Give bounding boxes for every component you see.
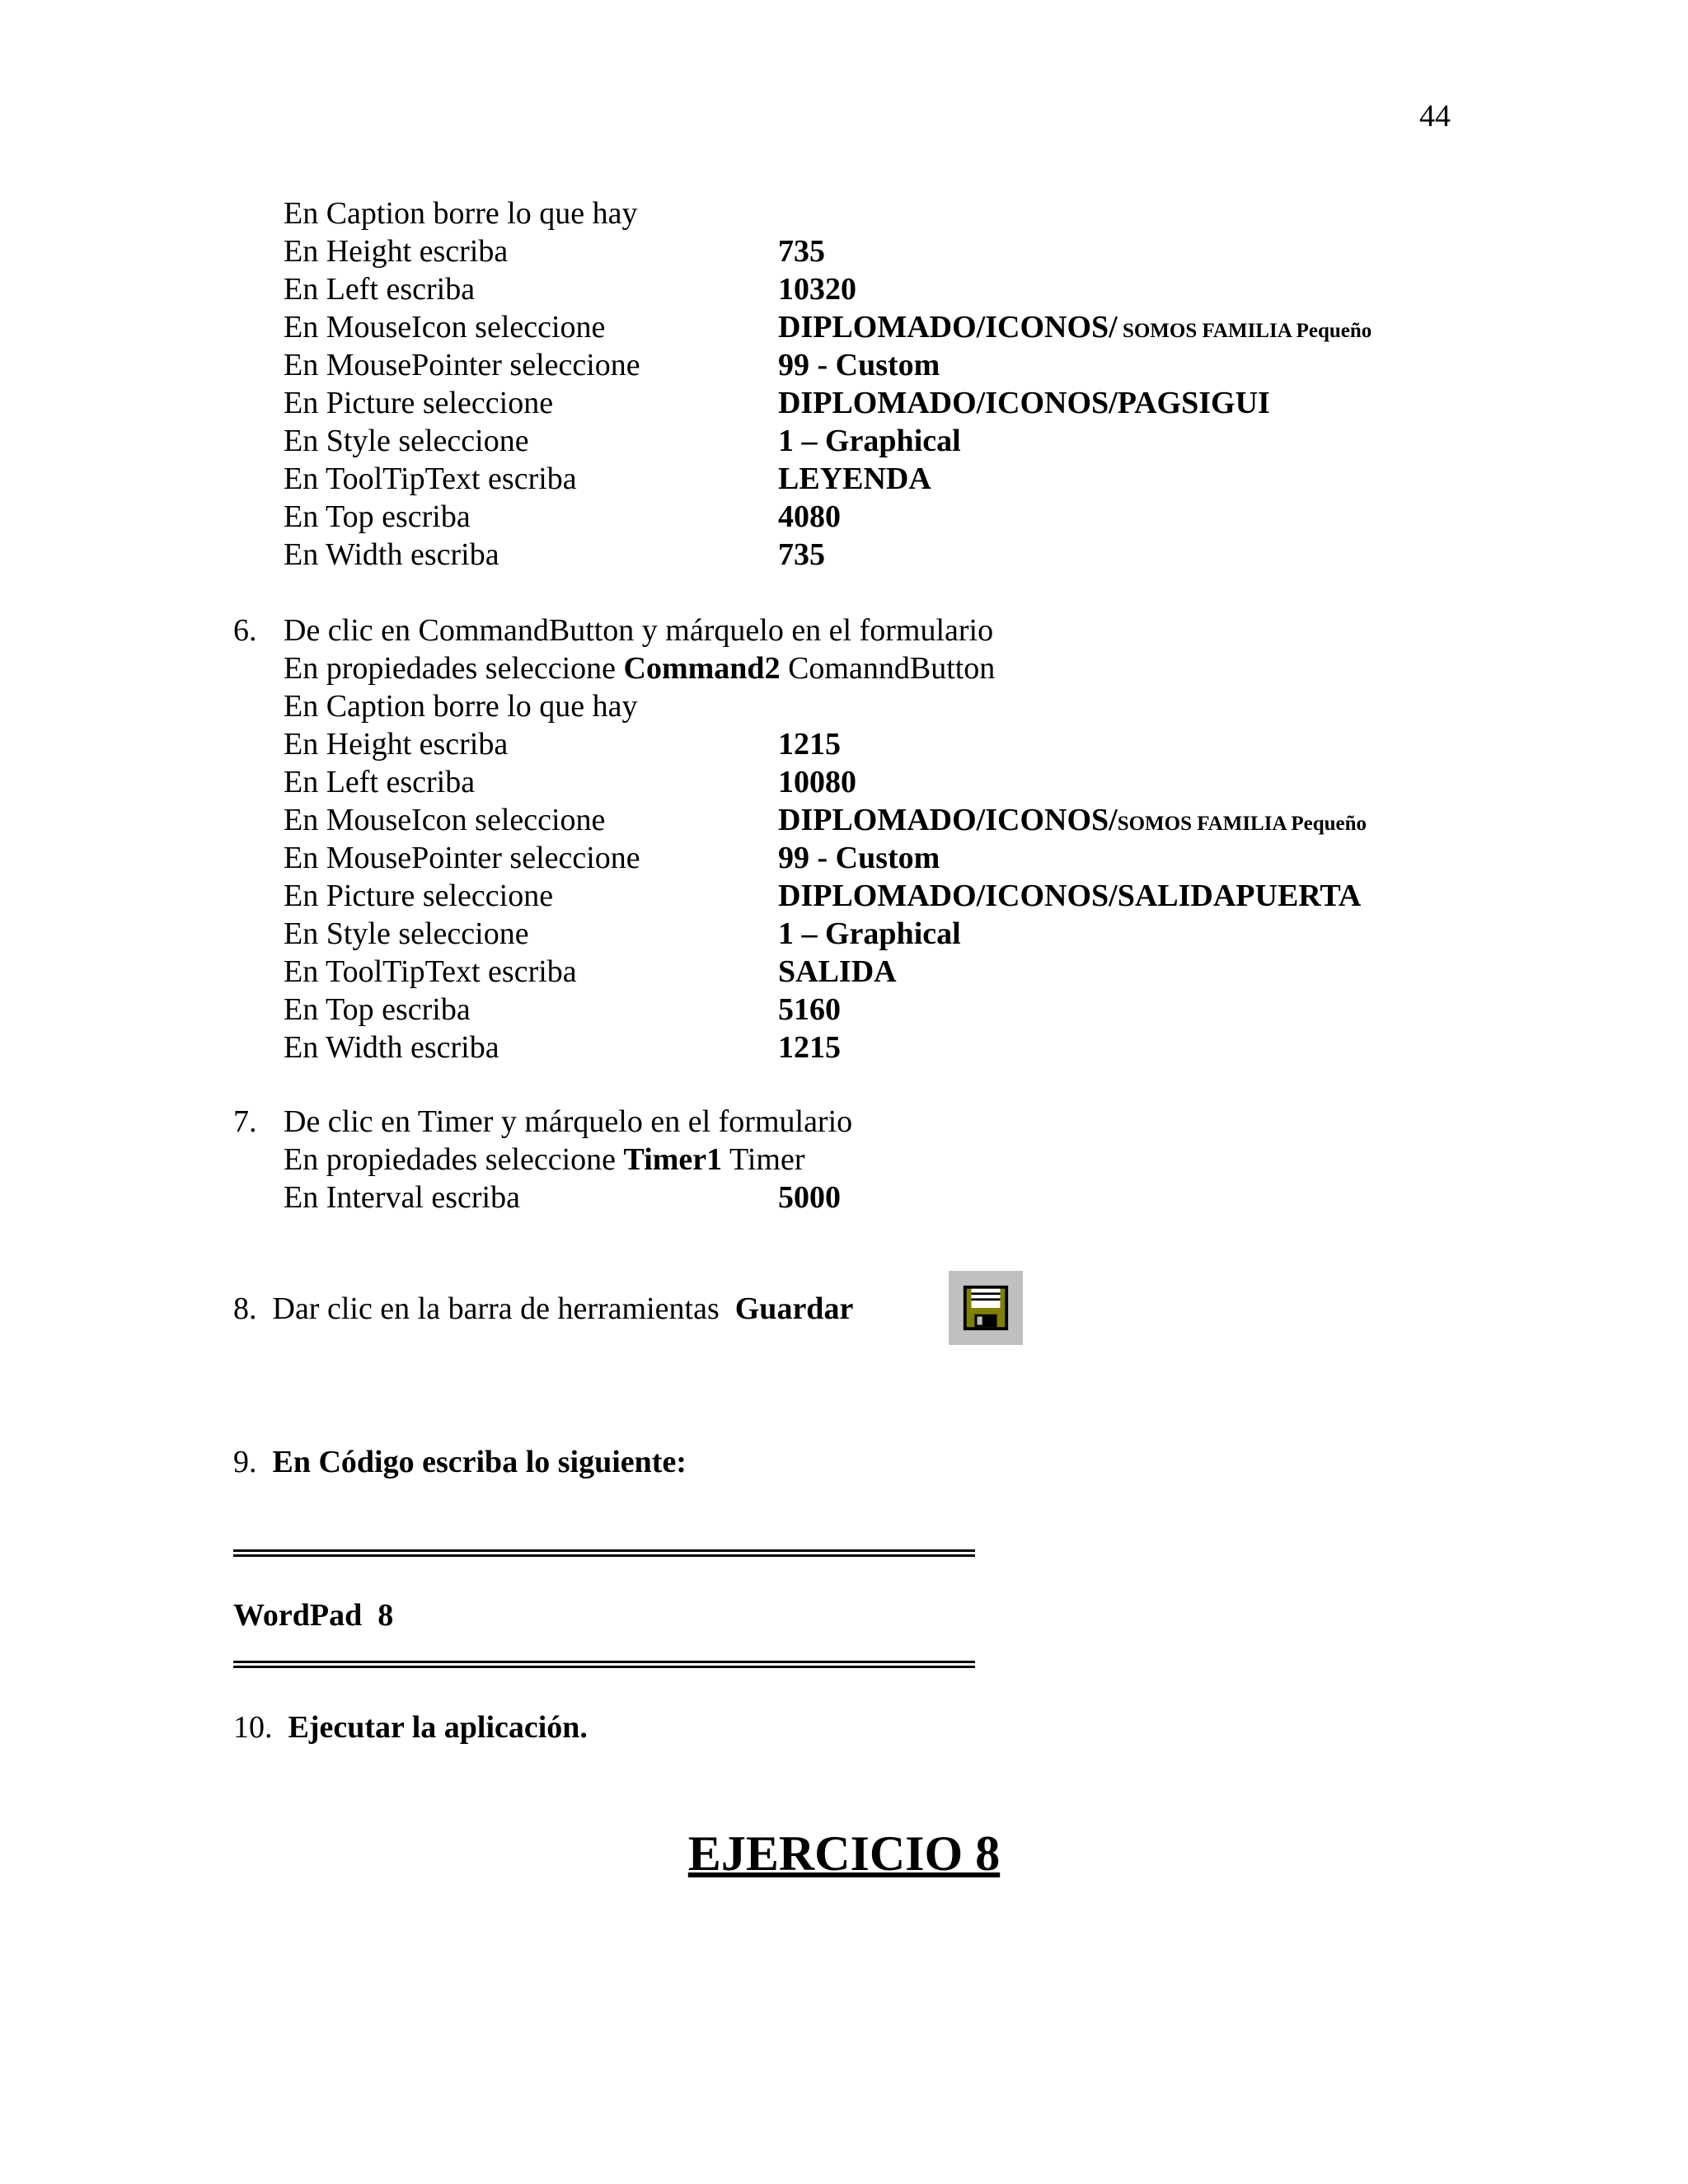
property-row xyxy=(0,763,1688,801)
property-value-text: LEYENDA xyxy=(778,462,931,496)
step-7-interval-row xyxy=(0,1179,1688,1216)
property-row xyxy=(0,725,1688,763)
property-label: En MouseIcon seleccione xyxy=(284,310,606,344)
step-10 xyxy=(233,1708,588,1746)
property-value-text: 1 – Graphical xyxy=(778,424,961,458)
property-label: En Width escriba xyxy=(284,537,499,572)
property-label: En Height escriba xyxy=(284,234,509,269)
step-8 xyxy=(233,1290,853,1328)
step-7-number: 7. xyxy=(233,1104,257,1139)
step-6-control-type: ComanndButton xyxy=(780,651,996,686)
step-10-number: 10. xyxy=(233,1710,288,1745)
page-number: 44 xyxy=(1419,99,1451,134)
property-value-text: DIPLOMADO/ICONOS/SALIDAPUERTA xyxy=(778,879,1362,913)
property-row xyxy=(0,498,1688,536)
property-value xyxy=(778,991,841,1029)
property-value-text: 99 - Custom xyxy=(778,841,940,875)
property-label: En ToolTipText escriba xyxy=(284,954,577,989)
property-label: En Width escriba xyxy=(284,1030,499,1065)
property-row xyxy=(0,270,1688,308)
save-label: Guardar xyxy=(734,1291,854,1326)
property-value-text: 1 – Graphical xyxy=(778,916,961,951)
property-label: En MousePointer seleccione xyxy=(284,348,640,382)
property-label: En Picture seleccione xyxy=(284,386,554,420)
property-value-text: DIPLOMADO/ICONOS/PAGSIGUI xyxy=(778,386,1270,420)
property-label: En Style seleccione xyxy=(284,916,529,951)
property-value xyxy=(778,725,841,763)
property-row xyxy=(0,839,1688,877)
property-label: En Caption borre lo que hay xyxy=(284,689,638,724)
step-7-control-type: Timer xyxy=(722,1142,805,1177)
property-value-text: DIPLOMADO/ICONOS/ xyxy=(778,803,1118,837)
property-value xyxy=(778,877,1361,915)
property-value-note: SOMOS FAMILIA Pequeño xyxy=(1117,320,1372,342)
property-value xyxy=(778,953,897,991)
property-value xyxy=(778,422,961,460)
property-value xyxy=(778,232,825,270)
step-9-number: 9. xyxy=(233,1445,273,1479)
property-value xyxy=(778,801,1367,843)
property-value-text: 10080 xyxy=(778,765,856,799)
property-value-text: SALIDA xyxy=(778,954,897,989)
property-row xyxy=(0,194,1688,232)
property-value xyxy=(778,763,856,801)
property-value xyxy=(778,915,961,953)
property-value xyxy=(778,460,931,498)
interval-value: 5000 xyxy=(778,1180,841,1215)
step-7-line-2 xyxy=(0,1141,1688,1179)
interval-label: En Interval escriba xyxy=(284,1180,520,1215)
property-list-command1 xyxy=(0,194,1688,574)
property-value-text: 10320 xyxy=(778,272,856,307)
save-button[interactable] xyxy=(949,1271,1023,1345)
property-value xyxy=(778,384,1270,422)
step-7-line-1 xyxy=(0,1103,1688,1141)
property-row xyxy=(0,687,1688,725)
property-label: En ToolTipText escriba xyxy=(284,462,577,496)
property-value-note: SOMOS FAMILIA Pequeño xyxy=(1117,813,1367,835)
floppy-disk-icon xyxy=(960,1282,1011,1333)
property-row xyxy=(0,232,1688,270)
property-value xyxy=(778,498,841,536)
step-6-number: 6. xyxy=(233,613,257,648)
property-row xyxy=(0,991,1688,1029)
property-row xyxy=(0,460,1688,498)
property-row xyxy=(0,346,1688,384)
exercise-title: EJERCICIO 8 xyxy=(687,1826,1001,1881)
property-row xyxy=(0,422,1688,460)
property-value xyxy=(778,1029,841,1066)
property-list-command2 xyxy=(0,687,1688,1066)
property-value-text: 5160 xyxy=(778,992,841,1027)
property-row xyxy=(0,536,1688,574)
step-6-line-1 xyxy=(0,612,1688,649)
property-label: En MouseIcon seleccione xyxy=(284,803,606,837)
property-label: En MousePointer seleccione xyxy=(284,841,640,875)
property-value xyxy=(778,270,856,308)
property-value xyxy=(778,308,1372,350)
step-6-prefix: En propiedades seleccione xyxy=(284,651,624,686)
property-value xyxy=(778,839,940,877)
property-value xyxy=(778,536,825,574)
step-9 xyxy=(233,1443,687,1481)
step-6-line-2 xyxy=(0,649,1688,687)
property-value-text: 1215 xyxy=(778,727,841,762)
property-value-text: DIPLOMADO/ICONOS/ xyxy=(778,310,1118,344)
step-7-select-text xyxy=(284,1141,804,1179)
step-8-text: 8. Dar clic en la barra de herramientas xyxy=(233,1291,735,1326)
step-7-control-name: Timer1 xyxy=(623,1142,723,1177)
property-row xyxy=(0,1029,1688,1066)
property-label: En Style seleccione xyxy=(284,424,529,458)
step-6-select-text xyxy=(284,649,995,687)
property-label: En Left escriba xyxy=(284,272,476,307)
property-value-text: 4080 xyxy=(778,499,841,534)
property-row xyxy=(0,953,1688,991)
property-label: En Height escriba xyxy=(284,727,509,762)
property-label: En Caption borre lo que hay xyxy=(284,196,638,231)
property-label: En Picture seleccione xyxy=(284,879,554,913)
property-label: En Top escriba xyxy=(284,992,471,1027)
step-6 xyxy=(0,612,1688,1066)
property-row xyxy=(0,801,1688,839)
property-value xyxy=(778,346,940,384)
step-7 xyxy=(0,1103,1688,1216)
property-value-text: 1215 xyxy=(778,1030,841,1065)
step-6-control-name: Command2 xyxy=(623,651,781,686)
property-row xyxy=(0,877,1688,915)
step-10-instruction: Ejecutar la aplicación. xyxy=(288,1710,588,1745)
divider-top xyxy=(233,1549,975,1557)
property-value-text: 735 xyxy=(778,537,825,572)
step-9-instruction: En Código escriba lo siguiente: xyxy=(272,1445,687,1479)
property-row xyxy=(0,915,1688,953)
step-6-instruction: De clic en CommandButton y márquelo en el formulario xyxy=(284,613,994,648)
property-value-text: 99 - Custom xyxy=(778,348,940,382)
property-value-text: 735 xyxy=(778,234,825,269)
step-7-prefix: En propiedades seleccione xyxy=(284,1142,624,1177)
wordpad-reference: WordPad 8 xyxy=(233,1598,394,1633)
property-label: En Left escriba xyxy=(284,765,476,799)
step-7-instruction: De clic en Timer y márquelo en el formulario xyxy=(284,1104,853,1139)
property-row xyxy=(0,308,1688,346)
divider-bottom xyxy=(233,1661,975,1668)
property-label: En Top escriba xyxy=(284,499,471,534)
property-row xyxy=(0,384,1688,422)
